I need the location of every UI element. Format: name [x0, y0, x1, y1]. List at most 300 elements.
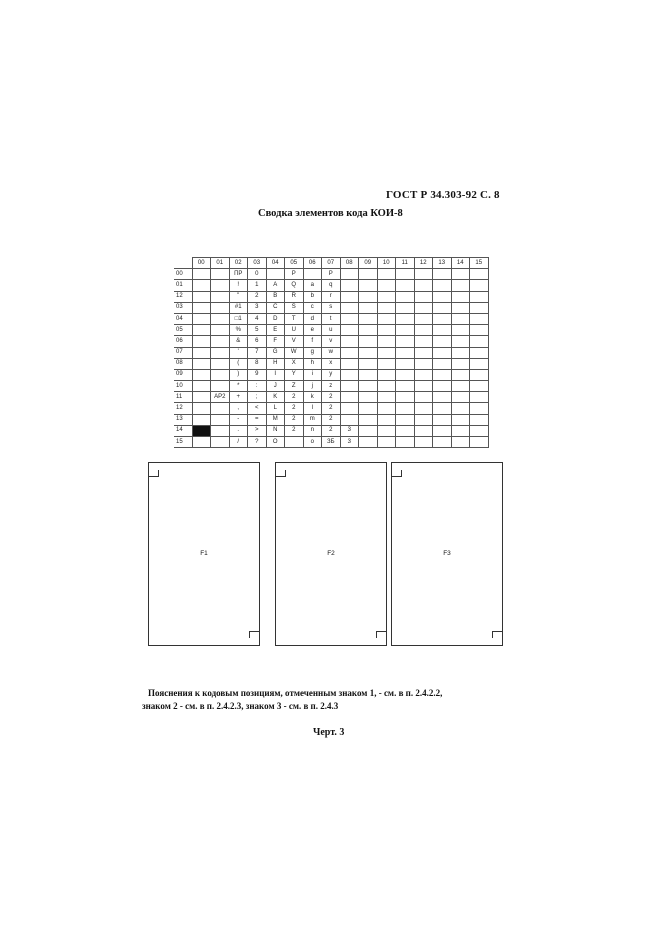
table-cell	[414, 269, 433, 280]
row-header: 12	[174, 403, 192, 414]
table-cell: 0	[248, 269, 267, 280]
table-cell: P	[285, 269, 304, 280]
table-cell	[359, 347, 378, 358]
table-cell	[340, 392, 359, 403]
table-cell: o	[303, 437, 322, 448]
table-cell	[414, 403, 433, 414]
table-cell	[211, 347, 230, 358]
table-cell	[414, 325, 433, 336]
table-cell: N	[266, 425, 285, 436]
table-cell	[451, 269, 470, 280]
table-cell: 2	[322, 403, 341, 414]
table-cell	[377, 392, 396, 403]
table-cell: m	[303, 414, 322, 425]
table-cell: 2	[322, 392, 341, 403]
corner-mark-top-left	[149, 470, 159, 477]
table-cell	[340, 313, 359, 324]
table-cell: b	[303, 291, 322, 302]
table-cell	[359, 414, 378, 425]
table-cell	[433, 336, 452, 347]
table-cell	[414, 302, 433, 313]
frame-f1	[148, 462, 260, 646]
table-corner	[174, 258, 192, 269]
table-cell	[451, 280, 470, 291]
table-cell	[414, 437, 433, 448]
table-cell	[377, 403, 396, 414]
table-cell	[433, 291, 452, 302]
code-table	[174, 257, 489, 448]
table-cell	[433, 313, 452, 324]
table-cell: 5	[248, 325, 267, 336]
frame-label: F2	[327, 550, 335, 557]
table-cell: W	[285, 347, 304, 358]
row-header: 11	[174, 392, 192, 403]
table-cell	[211, 302, 230, 313]
table-cell	[414, 414, 433, 425]
row-header: 09	[174, 369, 192, 380]
table-cell	[414, 369, 433, 380]
note-line-2: знаком 2 - см. в п. 2.4.2.3, знаком 3 - см. в п. 2.4.3	[142, 701, 339, 711]
column-header: 12	[414, 258, 433, 269]
table-cell: n	[303, 425, 322, 436]
row-header: 05	[174, 325, 192, 336]
table-cell: w	[322, 347, 341, 358]
table-cell	[211, 336, 230, 347]
table-cell: L	[266, 403, 285, 414]
table-cell	[377, 414, 396, 425]
table-cell	[470, 280, 489, 291]
table-cell	[433, 414, 452, 425]
corner-mark-bottom-right	[492, 631, 502, 638]
table-cell: P	[322, 269, 341, 280]
table-cell	[451, 392, 470, 403]
figure-caption: Черт. 3	[313, 727, 345, 738]
table-cell: e	[303, 325, 322, 336]
note-line-1: Пояснения к кодовым позициям, отмеченным знаком 1, - см. в п. 2.4.2.2,	[148, 688, 443, 698]
table-cell	[414, 313, 433, 324]
table-cell: АР2	[211, 392, 230, 403]
table-cell	[211, 414, 230, 425]
column-header: 02	[229, 258, 248, 269]
table-cell: #1	[229, 302, 248, 313]
table-cell	[211, 313, 230, 324]
table-cell: Q	[285, 280, 304, 291]
table-row	[174, 291, 488, 302]
table-cell	[433, 403, 452, 414]
table-cell	[470, 403, 489, 414]
table-row	[174, 425, 488, 436]
table-cell: D	[266, 313, 285, 324]
table-cell	[192, 313, 211, 324]
table-cell	[396, 369, 415, 380]
column-header: 07	[322, 258, 341, 269]
table-cell	[340, 358, 359, 369]
table-cell	[451, 437, 470, 448]
table-cell: 2	[322, 414, 341, 425]
table-cell: a	[303, 280, 322, 291]
table-cell	[433, 358, 452, 369]
table-cell	[433, 347, 452, 358]
filled-cell	[192, 425, 211, 436]
table-cell: O	[266, 437, 285, 448]
table-cell	[192, 325, 211, 336]
table-cell: M	[266, 414, 285, 425]
table-cell	[192, 336, 211, 347]
table-row	[174, 347, 488, 358]
table-row	[174, 381, 488, 392]
table-cell	[340, 291, 359, 302]
table-cell: g	[303, 347, 322, 358]
row-header: 14	[174, 425, 192, 436]
table-cell	[359, 313, 378, 324]
table-cell	[377, 325, 396, 336]
table-row	[174, 392, 488, 403]
table-cell: Y	[285, 369, 304, 380]
table-cell	[340, 269, 359, 280]
table-cell	[377, 280, 396, 291]
table-cell: 9	[248, 369, 267, 380]
table-cell	[451, 347, 470, 358]
table-cell: q	[322, 280, 341, 291]
table-cell: >	[248, 425, 267, 436]
row-header: 06	[174, 336, 192, 347]
table-cell	[470, 269, 489, 280]
table-cell: 8	[248, 358, 267, 369]
table-cell	[451, 369, 470, 380]
table-cell: l	[303, 403, 322, 414]
table-cell	[414, 425, 433, 436]
table-cell	[192, 291, 211, 302]
frame-f2	[275, 462, 387, 646]
table-row	[174, 269, 488, 280]
column-header: 09	[359, 258, 378, 269]
table-cell	[451, 425, 470, 436]
table-cell	[470, 336, 489, 347]
page-header: ГОСТ Р 34.303-92 С. 8	[386, 189, 500, 201]
corner-mark-top-left	[392, 470, 402, 477]
table-cell	[211, 291, 230, 302]
column-header: 01	[211, 258, 230, 269]
table-cell: Z	[285, 381, 304, 392]
table-cell	[192, 302, 211, 313]
table-cell: :	[248, 381, 267, 392]
table-cell	[396, 425, 415, 436]
explanatory-note	[142, 687, 498, 713]
table-cell: &	[229, 336, 248, 347]
table-row	[174, 369, 488, 380]
table-cell	[470, 302, 489, 313]
column-header-row	[174, 258, 488, 269]
column-header: 08	[340, 258, 359, 269]
table-cell: F	[266, 336, 285, 347]
table-cell: %	[229, 325, 248, 336]
table-cell: E	[266, 325, 285, 336]
table-row	[174, 313, 488, 324]
table-cell	[414, 381, 433, 392]
table-cell	[359, 381, 378, 392]
table-cell	[211, 369, 230, 380]
table-cell	[396, 280, 415, 291]
table-cell: U	[285, 325, 304, 336]
table-cell	[414, 291, 433, 302]
table-row	[174, 280, 488, 291]
table-cell	[377, 369, 396, 380]
row-header: 12	[174, 291, 192, 302]
table-cell	[451, 325, 470, 336]
table-cell	[192, 269, 211, 280]
table-cell	[303, 269, 322, 280]
table-cell: .	[229, 425, 248, 436]
table-cell	[414, 347, 433, 358]
table-cell	[451, 336, 470, 347]
table-cell: S	[285, 302, 304, 313]
table-cell	[433, 369, 452, 380]
table-cell	[377, 425, 396, 436]
table-cell	[433, 437, 452, 448]
table-cell	[377, 269, 396, 280]
table-cell: "	[229, 291, 248, 302]
table-cell: !	[229, 280, 248, 291]
table-cell: c	[303, 302, 322, 313]
row-header: 10	[174, 381, 192, 392]
table-cell	[470, 369, 489, 380]
table-cell	[433, 425, 452, 436]
table-cell	[359, 336, 378, 347]
table-cell: J	[266, 381, 285, 392]
table-cell	[211, 269, 230, 280]
table-cell	[396, 291, 415, 302]
table-cell	[433, 302, 452, 313]
table-cell	[396, 347, 415, 358]
table-cell	[211, 280, 230, 291]
table-cell	[359, 425, 378, 436]
table-cell	[192, 280, 211, 291]
table-cell: X	[285, 358, 304, 369]
table-cell: 2	[285, 425, 304, 436]
table-cell	[377, 381, 396, 392]
table-cell: 3	[248, 302, 267, 313]
table-cell: <	[248, 403, 267, 414]
table-cell: C	[266, 302, 285, 313]
table-cell: ЗБ	[322, 437, 341, 448]
table-cell: u	[322, 325, 341, 336]
table-cell	[451, 313, 470, 324]
table-cell	[396, 414, 415, 425]
table-cell: '	[229, 347, 248, 358]
table-cell	[377, 358, 396, 369]
table-cell	[211, 381, 230, 392]
row-header: 08	[174, 358, 192, 369]
table-cell: 1	[248, 280, 267, 291]
table-cell	[211, 437, 230, 448]
table-cell	[451, 302, 470, 313]
table-cell: 2	[248, 291, 267, 302]
frame-f3	[391, 462, 503, 646]
corner-mark-bottom-right	[249, 631, 259, 638]
table-cell: V	[285, 336, 304, 347]
table-cell: H	[266, 358, 285, 369]
table-row	[174, 437, 488, 448]
table-cell: 3	[340, 425, 359, 436]
table-cell	[451, 403, 470, 414]
frame-label: F3	[443, 550, 451, 557]
table-cell	[396, 313, 415, 324]
table-cell	[340, 336, 359, 347]
row-header: 07	[174, 347, 192, 358]
row-header: 04	[174, 313, 192, 324]
document-title: Сводка элементов кода КОИ-8	[258, 208, 403, 219]
table-row	[174, 414, 488, 425]
table-cell: *	[229, 381, 248, 392]
table-cell: T	[285, 313, 304, 324]
table-cell	[396, 358, 415, 369]
table-cell: k	[303, 392, 322, 403]
table-cell	[433, 381, 452, 392]
table-cell	[359, 392, 378, 403]
table-cell	[414, 392, 433, 403]
table-cell	[470, 392, 489, 403]
row-header: 13	[174, 414, 192, 425]
table-cell	[470, 381, 489, 392]
table-cell	[340, 403, 359, 414]
table-cell	[192, 369, 211, 380]
corner-mark-bottom-right	[376, 631, 386, 638]
table-cell: B	[266, 291, 285, 302]
column-header: 15	[470, 258, 489, 269]
table-cell	[211, 358, 230, 369]
table-cell	[285, 437, 304, 448]
table-cell: z	[322, 381, 341, 392]
table-cell	[396, 437, 415, 448]
table-cell	[340, 414, 359, 425]
table-cell	[470, 313, 489, 324]
table-cell	[470, 347, 489, 358]
table-cell	[377, 336, 396, 347]
table-cell	[359, 302, 378, 313]
corner-mark-top-left	[276, 470, 286, 477]
table-cell: x	[322, 358, 341, 369]
table-cell: r	[322, 291, 341, 302]
table-cell	[470, 414, 489, 425]
table-cell	[470, 358, 489, 369]
table-row	[174, 325, 488, 336]
table-cell: y	[322, 369, 341, 380]
table-cell	[192, 358, 211, 369]
table-cell	[433, 392, 452, 403]
table-cell	[451, 358, 470, 369]
table-cell	[470, 425, 489, 436]
table-cell	[377, 437, 396, 448]
table-cell	[192, 414, 211, 425]
table-cell: (	[229, 358, 248, 369]
table-cell: ,	[229, 403, 248, 414]
table-cell: f	[303, 336, 322, 347]
table-cell	[396, 403, 415, 414]
table-cell	[414, 358, 433, 369]
table-cell: +	[229, 392, 248, 403]
table-cell	[451, 414, 470, 425]
table-cell	[414, 280, 433, 291]
table-cell: i	[303, 369, 322, 380]
table-cell	[340, 302, 359, 313]
column-header: 14	[451, 258, 470, 269]
table-cell	[396, 392, 415, 403]
table-cell	[396, 381, 415, 392]
table-cell	[359, 403, 378, 414]
table-cell: I	[266, 369, 285, 380]
table-cell: 2	[322, 425, 341, 436]
table-cell	[192, 347, 211, 358]
table-cell	[470, 437, 489, 448]
table-cell	[211, 403, 230, 414]
table-cell	[470, 291, 489, 302]
row-header: 01	[174, 280, 192, 291]
table-cell	[340, 381, 359, 392]
row-header: 00	[174, 269, 192, 280]
table-cell: d	[303, 313, 322, 324]
frame-label: F1	[200, 550, 208, 557]
table-cell: ?	[248, 437, 267, 448]
table-cell: □1	[229, 313, 248, 324]
column-header: 05	[285, 258, 304, 269]
row-header: 15	[174, 437, 192, 448]
column-header: 00	[192, 258, 211, 269]
table-cell	[359, 437, 378, 448]
table-cell: =	[248, 414, 267, 425]
table-cell: 6	[248, 336, 267, 347]
table-cell: ;	[248, 392, 267, 403]
table-cell	[192, 381, 211, 392]
table-cell: K	[266, 392, 285, 403]
table-cell	[359, 269, 378, 280]
table-cell: v	[322, 336, 341, 347]
table-cell	[340, 347, 359, 358]
table-cell: )	[229, 369, 248, 380]
table-cell	[396, 269, 415, 280]
column-header: 13	[433, 258, 452, 269]
table-cell	[211, 425, 230, 436]
table-cell	[396, 325, 415, 336]
table-cell	[340, 280, 359, 291]
table-cell: -	[229, 414, 248, 425]
table-cell: 3	[340, 437, 359, 448]
table-cell	[414, 336, 433, 347]
column-header: 06	[303, 258, 322, 269]
table-cell: 2	[285, 414, 304, 425]
table-cell: A	[266, 280, 285, 291]
table-cell	[359, 291, 378, 302]
table-cell	[377, 291, 396, 302]
table-cell	[433, 325, 452, 336]
table-cell	[266, 269, 285, 280]
table-cell: 7	[248, 347, 267, 358]
table-cell	[359, 325, 378, 336]
table-cell	[396, 336, 415, 347]
table-cell	[359, 280, 378, 291]
table-cell	[451, 381, 470, 392]
table-cell	[192, 437, 211, 448]
column-header: 04	[266, 258, 285, 269]
column-header: 03	[248, 258, 267, 269]
table-cell	[359, 369, 378, 380]
column-header: 11	[396, 258, 415, 269]
table-row	[174, 336, 488, 347]
table-cell: 2	[285, 403, 304, 414]
table-cell	[359, 358, 378, 369]
table-cell	[433, 280, 452, 291]
table-cell: ПР	[229, 269, 248, 280]
table-cell: s	[322, 302, 341, 313]
